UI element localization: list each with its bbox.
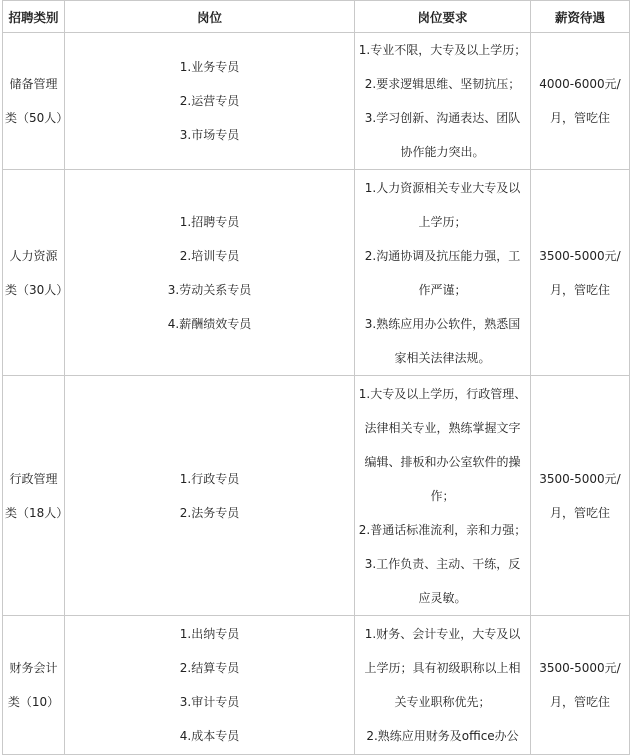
category-text: 人力资源 xyxy=(9,248,58,263)
position-item: 3.审计专员 xyxy=(179,695,240,709)
category-cell xyxy=(3,376,69,616)
salary-text: 月，管吃住 xyxy=(549,111,610,125)
requirement-line: 2.沟通协调及抗压能力强，工 xyxy=(364,248,521,263)
requirement-line: 法律相关专业，熟练掌握文字 xyxy=(364,420,521,435)
positions-cell xyxy=(65,616,355,755)
salary-text: 4000-6000元/ xyxy=(539,77,621,91)
positions-cell xyxy=(65,376,355,616)
header-row xyxy=(3,1,630,33)
header-category: 招聘类别 xyxy=(3,1,65,33)
requirement-line: 3.熟练应用办公软件，熟悉国 xyxy=(364,316,521,331)
requirement-line: 3.学习创新、沟通表达、团队 xyxy=(364,111,521,125)
category-cell xyxy=(3,170,69,376)
requirement-line: 上学历； xyxy=(418,214,467,229)
position-item: 1.招聘专员 xyxy=(179,214,240,229)
requirement-line: 关专业职称优先； xyxy=(394,695,491,709)
position-item: 2.法务专员 xyxy=(179,505,240,520)
recruitment-table xyxy=(2,0,630,755)
category-text: 类（50人） xyxy=(5,111,69,125)
salary-text: 月，管吃住 xyxy=(549,282,610,297)
position-item: 3.市场专员 xyxy=(179,128,240,142)
category-text: 财务会计 xyxy=(9,661,58,675)
category-text: 类（10） xyxy=(7,695,60,709)
requirement-line: 作严谨； xyxy=(418,282,467,297)
requirements-cell xyxy=(355,170,531,376)
salary-text: 月，管吃住 xyxy=(549,505,610,520)
salary-text: 月，管吃住 xyxy=(549,695,610,709)
positions-cell xyxy=(65,170,355,376)
salary-text: 3500-5000元/ xyxy=(539,471,621,486)
table-row xyxy=(3,33,630,170)
requirement-line: 作； xyxy=(430,488,455,503)
salary-cell xyxy=(531,170,630,376)
positions-cell xyxy=(65,33,355,170)
requirement-line: 1.专业不限，大专及以上学历； xyxy=(358,43,527,57)
position-item: 3.劳动关系专员 xyxy=(167,282,252,297)
position-item: 2.结算专员 xyxy=(179,661,240,675)
requirement-line: 1.财务、会计专业，大专及以 xyxy=(364,627,521,641)
requirement-line: 编辑、排板和办公室软件的操 xyxy=(364,454,521,469)
requirement-line: 1.大专及以上学历，行政管理、 xyxy=(358,386,527,401)
position-item: 2.运营专员 xyxy=(179,94,240,108)
salary-cell xyxy=(531,33,630,170)
category-text: 行政管理 xyxy=(9,471,58,486)
requirements-cell xyxy=(355,33,531,170)
header-position: 岗位 xyxy=(65,1,355,33)
header-requirements: 岗位要求 xyxy=(355,1,531,33)
salary-cell xyxy=(531,376,630,616)
requirement-line: 2.熟练应用财务及office办公 xyxy=(366,729,519,743)
position-item: 1.业务专员 xyxy=(179,60,240,74)
table-row xyxy=(3,376,630,616)
requirements-cell xyxy=(355,616,531,755)
requirement-line: 上学历；具有初级职称以上相 xyxy=(364,661,521,675)
header-salary: 薪资待遇 xyxy=(531,1,630,33)
requirement-line: 2.要求逻辑思维、坚韧抗压； xyxy=(364,77,521,91)
position-item: 1.出纳专员 xyxy=(179,627,240,641)
position-item: 4.薪酬绩效专员 xyxy=(167,316,252,331)
table-row xyxy=(3,170,630,376)
category-text: 类（18人） xyxy=(5,505,69,520)
requirement-line: 家相关法律法规。 xyxy=(394,350,491,365)
position-item: 2.培训专员 xyxy=(179,248,240,263)
category-text: 储备管理 xyxy=(9,77,58,91)
salary-text: 3500-5000元/ xyxy=(539,248,621,263)
category-cell xyxy=(3,33,69,170)
requirements-cell xyxy=(355,376,531,616)
position-item: 4.成本专员 xyxy=(179,729,240,743)
requirement-line: 1.人力资源相关专业大专及以 xyxy=(364,180,521,195)
requirement-line: 协作能力突出。 xyxy=(400,145,485,159)
category-cell xyxy=(3,616,65,755)
position-item: 1.行政专员 xyxy=(179,471,240,486)
salary-text: 3500-5000元/ xyxy=(539,661,621,675)
table-row xyxy=(3,616,630,755)
requirement-line: 2.普通话标准流利，亲和力强； xyxy=(358,522,527,537)
salary-cell xyxy=(531,616,630,755)
requirement-line: 3.工作负责、主动、干练，反 xyxy=(364,556,521,571)
requirement-line: 应灵敏。 xyxy=(418,590,467,605)
category-text: 类（30人） xyxy=(5,282,69,297)
